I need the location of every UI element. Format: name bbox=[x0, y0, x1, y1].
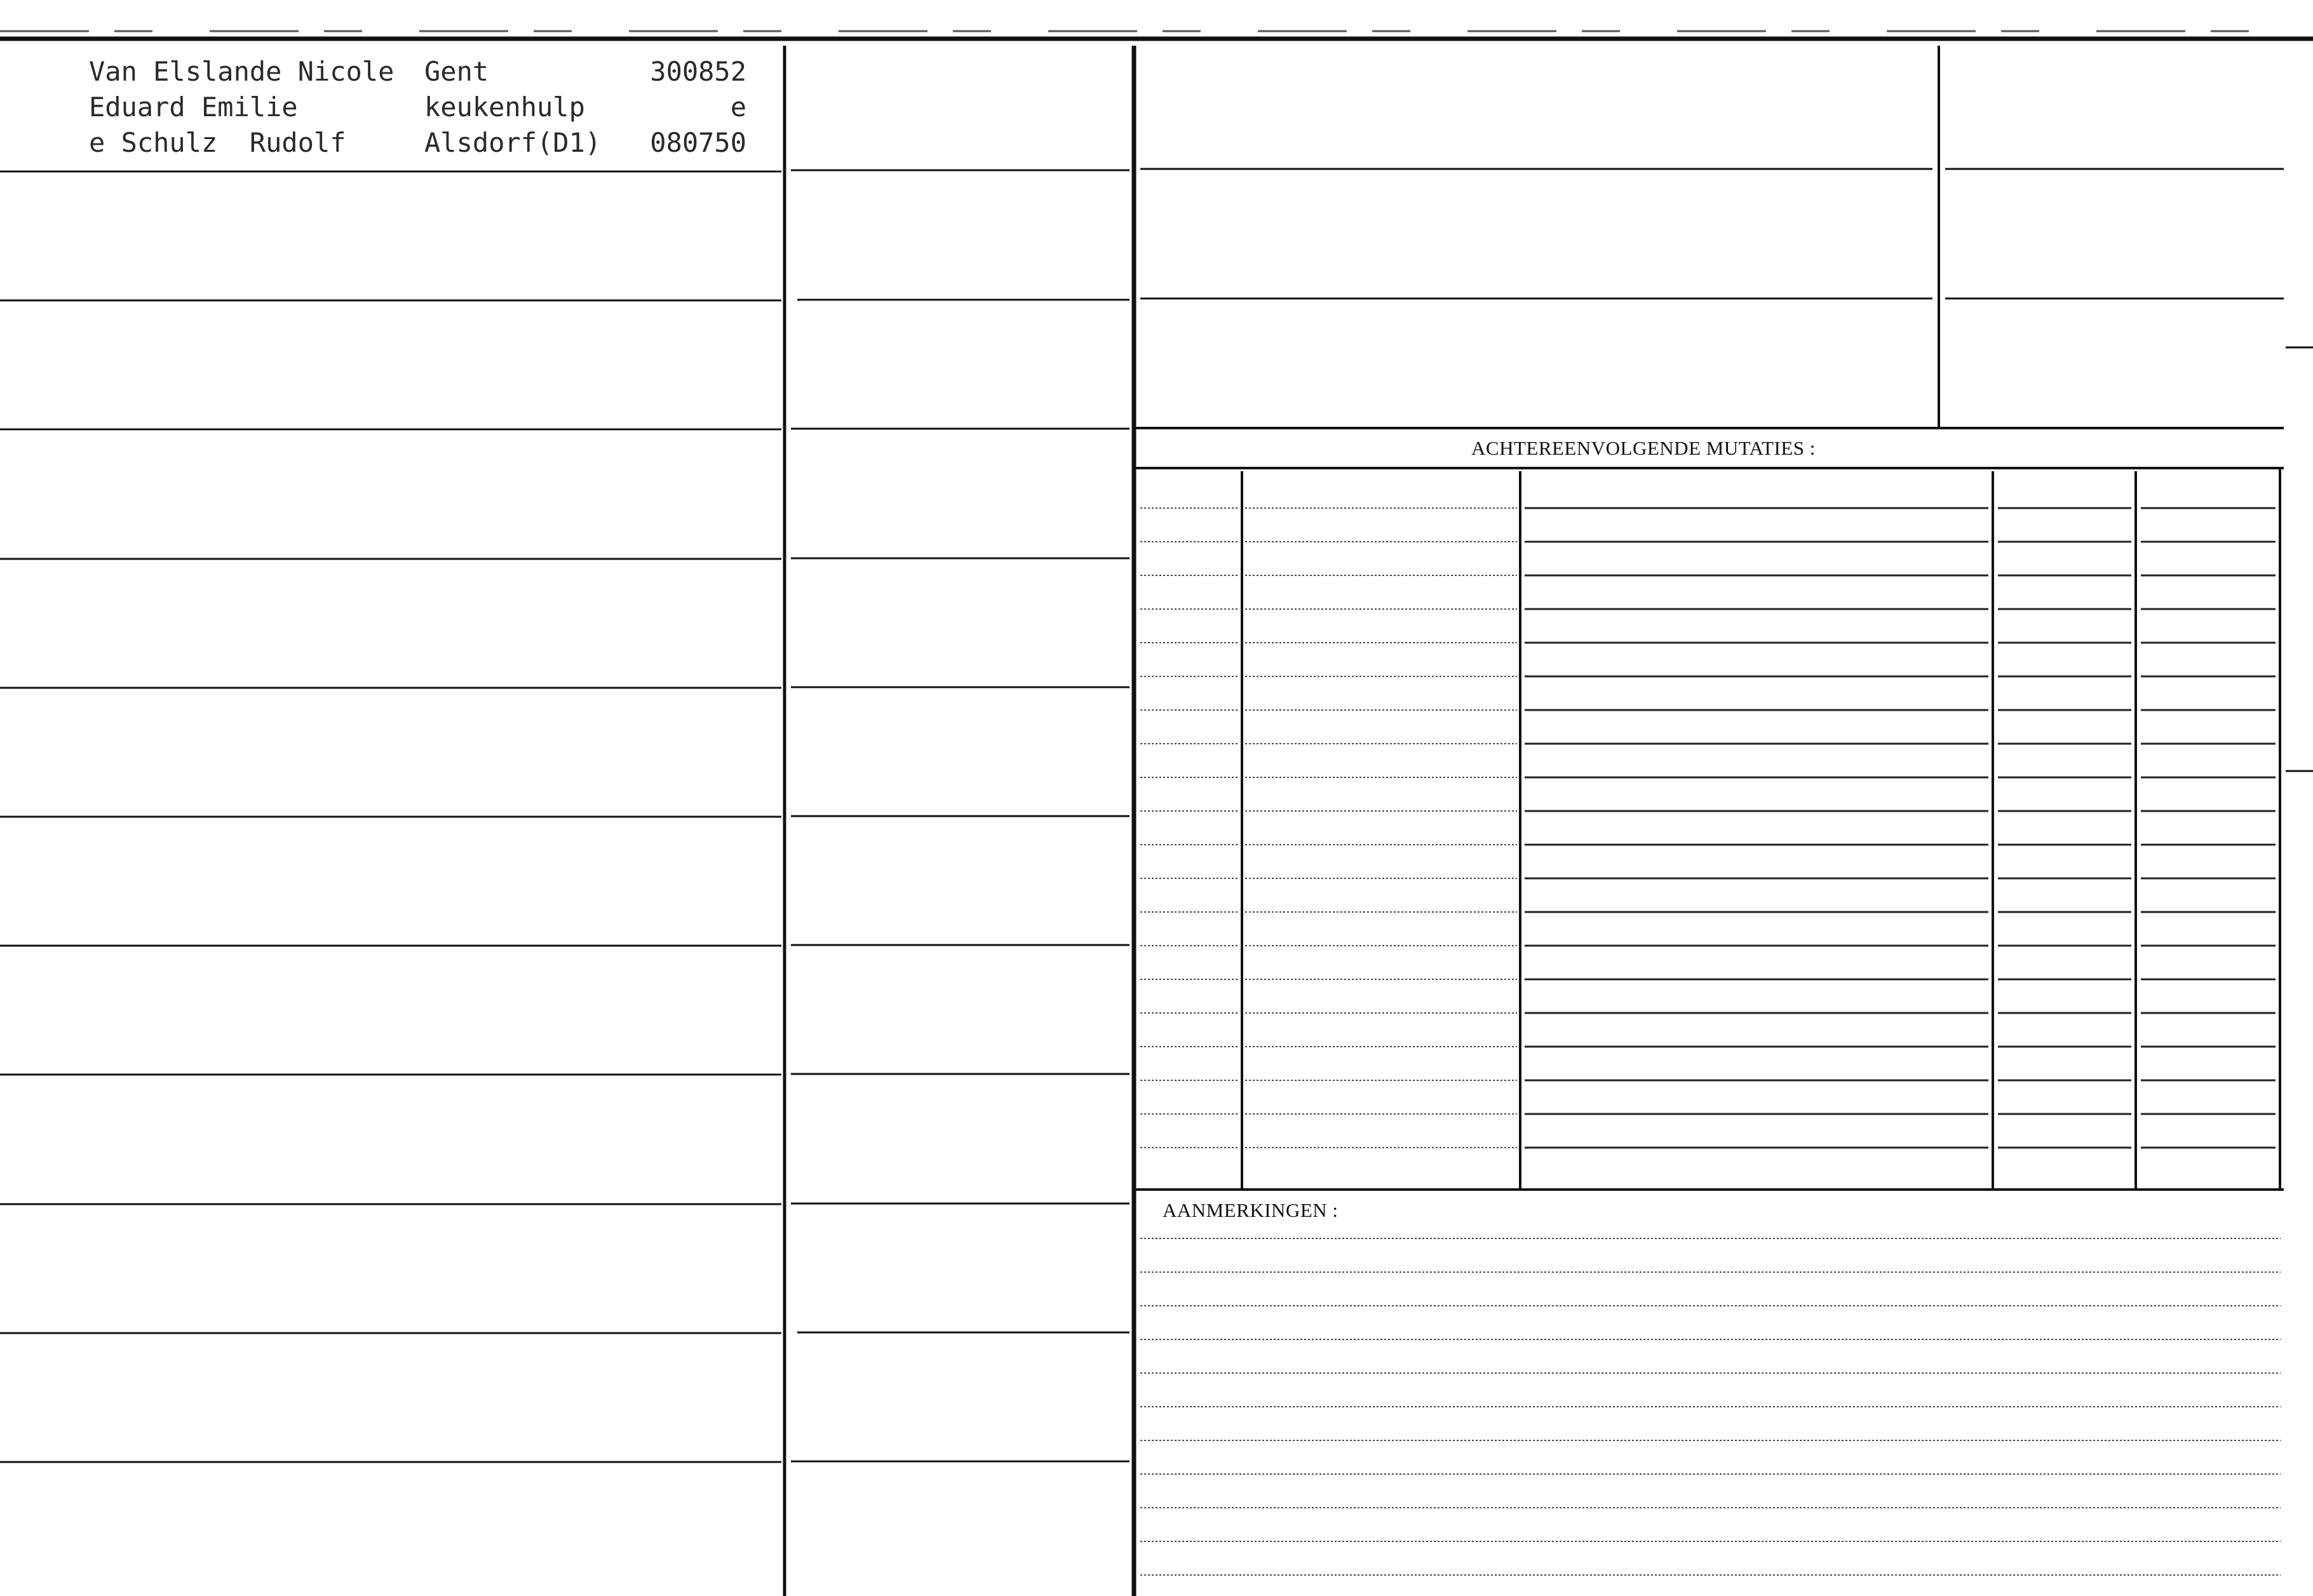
middle-row-lines bbox=[791, 170, 1130, 1461]
remarks-ruling bbox=[1140, 1238, 2281, 1575]
place: Gent bbox=[424, 56, 489, 87]
birth-date: 300852 bbox=[650, 56, 746, 87]
mutations-ruling-dotted bbox=[1140, 508, 1517, 1148]
marital-status: e bbox=[730, 91, 746, 123]
mutations-heading: ACHTEREENVOLGENDE MUTATIES : bbox=[1471, 437, 1816, 459]
occupation: keukenhulp bbox=[424, 91, 585, 123]
remarks-heading: AANMERKINGEN : bbox=[1163, 1199, 1339, 1221]
mutations-ruling-solid bbox=[1525, 508, 2276, 1148]
name-line-2: Eduard Emilie bbox=[89, 91, 298, 123]
name-line-3: e Schulz Rudolf bbox=[89, 127, 346, 158]
right-upper-row-lines bbox=[1140, 169, 2284, 298]
name-line-1: Van Elslande Nicole bbox=[89, 56, 394, 87]
spouse-place: Alsdorf(D1) bbox=[424, 127, 602, 158]
left-row-lines bbox=[0, 171, 781, 1462]
spouse-birth-date: 080750 bbox=[650, 127, 746, 158]
